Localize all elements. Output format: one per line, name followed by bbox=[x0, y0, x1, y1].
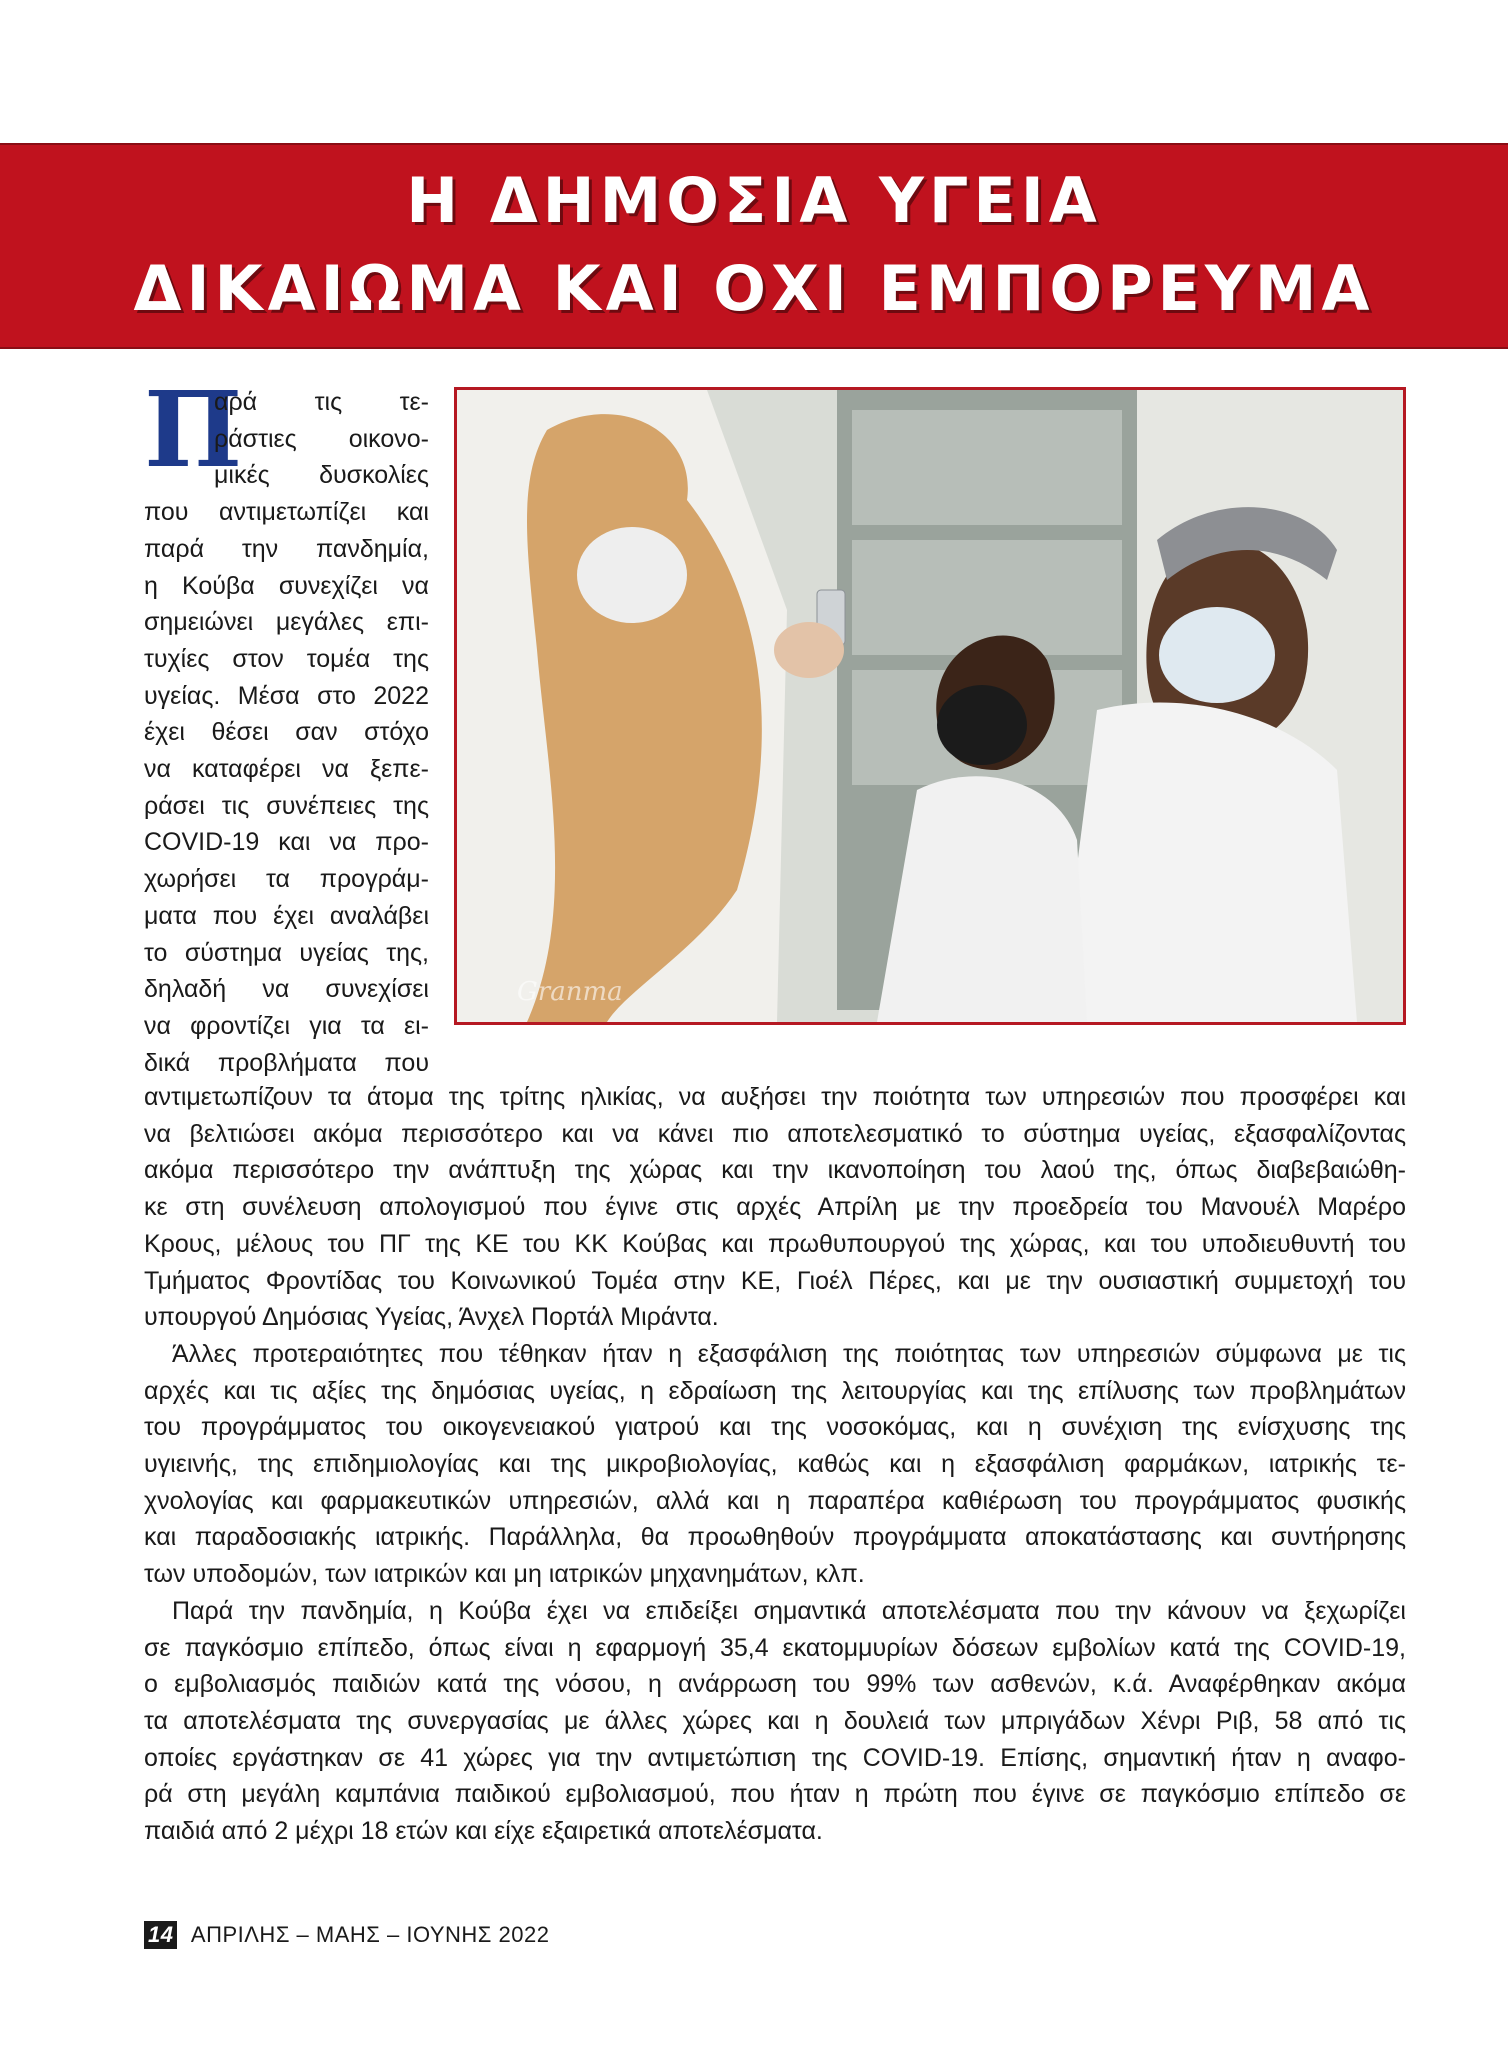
body-line: αρχές και τις αξίες της δημόσιας υγείας, η εδραίωση της λειτουργίας και της επίλυσης των προβλημάτων bbox=[144, 1376, 1406, 1405]
column-line: σημειώνει μεγάλες επι- bbox=[144, 608, 429, 637]
body-line: να βελτιώσει ακόμα περισσότερο και να κάνει πιο αποτελεσματικό το σύστημα υγείας, εξασφαλίζοντας bbox=[144, 1119, 1406, 1148]
body-line: Τμήματος Φροντίδας του Κοινωνικού Τομέα στην ΚΕ, Γιοέλ Πέρες, και με την ουσιαστική συμμετοχή του bbox=[144, 1266, 1406, 1295]
column-line: υγείας. Μέσα στο 2022 bbox=[144, 681, 429, 710]
body-line: ακόμα περισσότερο την ανάπτυξη της χώρας και την ικανοποίηση του λαού της, όπως διαβεβαιώθη- bbox=[144, 1156, 1406, 1185]
body-line: του προγράμματος του οικογενειακού γιατρού και της νοσοκόμας, και η συνέχιση της ενίσχυσης της bbox=[144, 1413, 1406, 1442]
photo-illustration bbox=[457, 390, 1403, 1022]
column-line: αρά τις τε- bbox=[214, 388, 429, 416]
wrapped-column bbox=[144, 368, 429, 1081]
body-line: παιδιά από 2 μέχρι 18 ετών και είχε εξαιρετικά αποτελέσματα. bbox=[144, 1817, 823, 1846]
title-line-1: Η ΔΗΜΟΣΙΑ ΥΓΕΙΑ bbox=[406, 164, 1102, 237]
issue-label: ΑΠΡΙΛΗΣ – ΜΑΗΣ – ΙΟΥΝΗΣ 2022 bbox=[190, 1922, 550, 1947]
column-line: δικά προβλήματα που bbox=[144, 1048, 429, 1077]
body-line: οποίες εργάστηκαν σε 41 χώρες για την αντιμετώπιση της COVID-19. Επίσης, σημαντική ήταν η αναφο- bbox=[144, 1743, 1406, 1772]
column-line: παρά την πανδημία, bbox=[144, 534, 429, 563]
vaccination-photo bbox=[454, 387, 1406, 1025]
body-line: και παραδοσιακής ιατρικής. Παράλληλα, θα προωθηθούν προγράμματα αποκατάστασης και συντήρησης bbox=[144, 1523, 1406, 1552]
body-line: των υποδομών, των ιατρικών και μη ιατρικών μηχανημάτων, κλπ. bbox=[144, 1560, 865, 1589]
body-line: υγιεινής, της επιδημιολογίας και της μικροβιολογίας, καθώς και η εξασφάλιση φαρμάκων, ιατρικής τε- bbox=[144, 1450, 1406, 1479]
body-line: ρά στη μεγάλη καμπάνια παιδικού εμβολιασμού, που ήταν η πρώτη που έγινε σε παγκόσμιο επίπεδο σε bbox=[144, 1780, 1406, 1809]
title-banner bbox=[0, 143, 1508, 349]
column-line: COVID-19 και να προ- bbox=[144, 828, 429, 857]
photo-watermark: Granma bbox=[517, 977, 623, 1007]
column-line: τυχίες στον τομέα της bbox=[144, 644, 429, 673]
column-line: έχει θέσει σαν στόχο bbox=[144, 718, 429, 747]
body-line: κε στη συνέλευση απολογισμού που έγινε στις αρχές Απρίλη με την προεδρεία του Μανουέλ Μαρέρο bbox=[144, 1193, 1406, 1222]
body-line: τα αποτελέσματα της συνεργασίας με άλλες χώρες και η δουλειά των μπριγάδων Χένρι Ριβ, 58 από τις bbox=[144, 1706, 1406, 1735]
column-line: ράστιες οικονο- bbox=[214, 424, 429, 453]
body-line: Κρους, μέλους του ΠΓ της ΚΕ του ΚΚ Κούβας και πρωθυπουργού της χώρας, και του υποδιευθυντή του bbox=[144, 1229, 1406, 1258]
column-line: μικές δυσκολίες bbox=[214, 461, 429, 490]
body-line: χνολογίας και φαρμακευτικών υπηρεσιών, αλλά και η παραπέρα καθιέρωση του προγράμματος φυσικής bbox=[144, 1486, 1406, 1515]
body-line: υπουργού Δημόσιας Υγείας, Άνχελ Πορτάλ Μιράντα. bbox=[144, 1303, 719, 1332]
body-line: Άλλες προτεραιότητες που τέθηκαν ήταν η εξασφάλιση της ποιότητας των υπηρεσιών σύμφωνα με τις bbox=[172, 1339, 1406, 1368]
column-line: ματα που έχει αναλάβει bbox=[144, 901, 429, 930]
column-line: που αντιμετωπίζει και bbox=[144, 498, 429, 527]
body-line: σε παγκόσμιο επίπεδο, όπως είναι η εφαρμογή 35,4 εκατομμυρίων δόσεων εμβολίων κατά της COVID-19, bbox=[144, 1633, 1406, 1662]
column-line: να καταφέρει να ξεπε- bbox=[144, 755, 429, 784]
drop-cap: Π bbox=[144, 368, 243, 491]
article-body bbox=[144, 1079, 1406, 1850]
page-number: 14 bbox=[144, 1921, 177, 1949]
title-line-2: ΔΙΚΑΙΩΜΑ ΚΑΙ ΟΧΙ ΕΜΠΟΡΕΥΜΑ bbox=[133, 252, 1375, 325]
column-line: χωρήσει τα προγράμ- bbox=[144, 865, 429, 894]
column-line: το σύστημα υγείας της, bbox=[144, 938, 429, 967]
column-line: δηλαδή να συνεχίσει bbox=[144, 975, 429, 1004]
column-line: να φροντίζει για τα ει- bbox=[144, 1011, 429, 1040]
body-line: αντιμετωπίζουν τα άτομα της τρίτης ηλικίας, να αυξήσει την ποιότητα των υπηρεσιών που προσφέρει και bbox=[144, 1083, 1406, 1111]
page-footer bbox=[144, 1918, 549, 1952]
body-line: Παρά την πανδημία, η Κούβα έχει να επιδείξει σημαντικά αποτελέσματα που την κάνουν να ξεχωρίζει bbox=[172, 1596, 1406, 1625]
body-line: ο εμβολιασμός παιδιών κατά της νόσου, η ανάρρωση του 99% των ασθενών, κ.ά. Αναφέρθηκαν ακόμα bbox=[144, 1670, 1406, 1699]
column-line: ράσει τις συνέπειες της bbox=[144, 791, 429, 820]
column-line: η Κούβα συνεχίζει να bbox=[144, 571, 429, 600]
